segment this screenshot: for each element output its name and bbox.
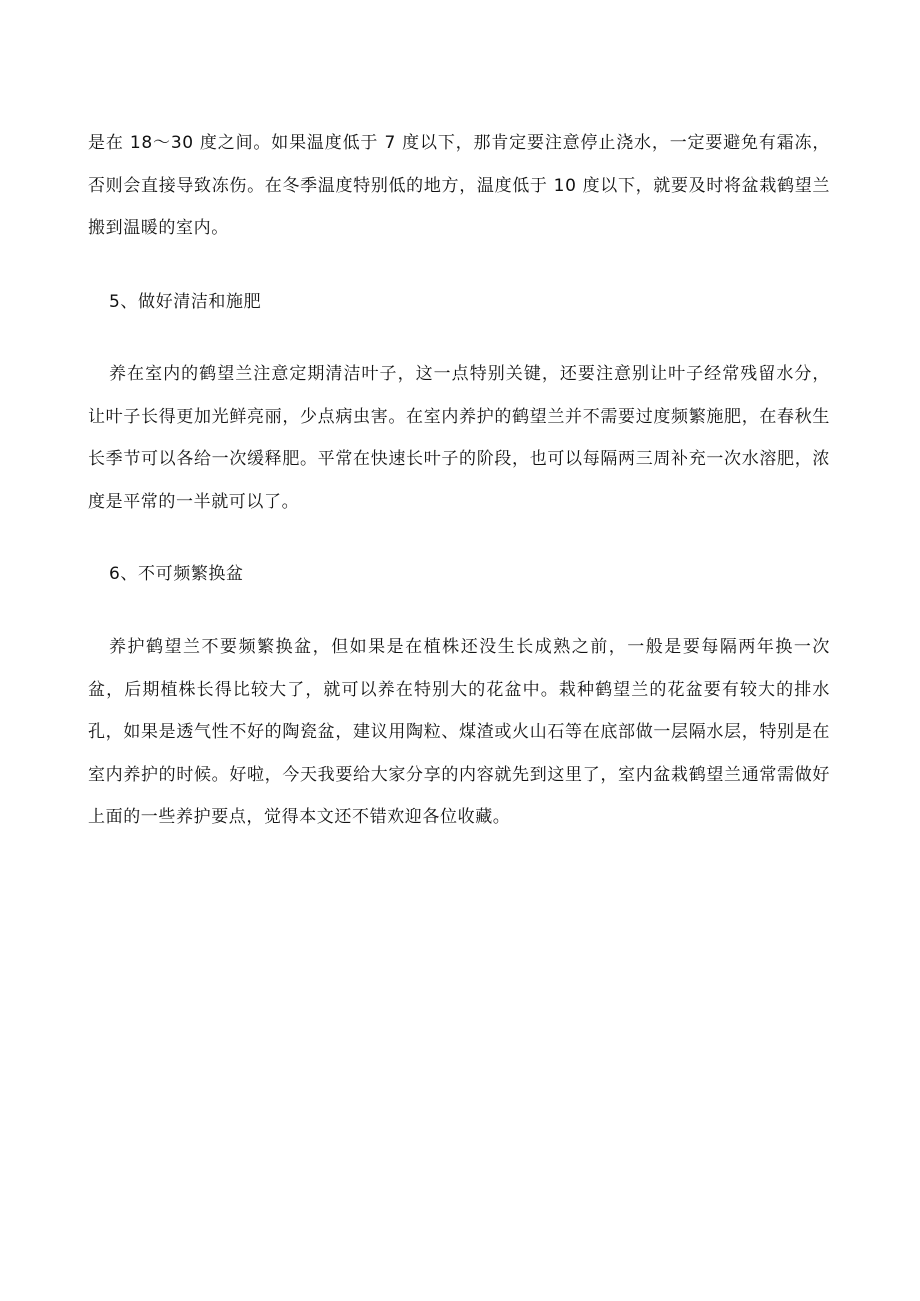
paragraph-cleaning-fertilizing: 养在室内的鹤望兰注意定期清洁叶子，这一点特别关键，还要注意别让叶子经常残留水分，让叶子长得更加光鲜亮丽，少点病虫害。在室内养护的鹤望兰并不需要过度频繁施肥，在春秋生长季节可以各给一次缓释肥。平常在快速长叶子的阶段，也可以每隔两三周补充一次水溶肥，浓度是平常的一半就可以了。 [88,364,830,512]
section-heading-cleaning-fertilizing: 5、做好清洁和施肥 [109,292,262,312]
section-heading-repotting: 6、不可频繁换盆 [109,564,244,584]
paragraph-repotting: 养护鹤望兰不要频繁换盆，但如果是在植株还没生长成熟之前，一般是要每隔两年换一次盆，后期植株长得比较大了，就可以养在特别大的花盆中。栽种鹤望兰的花盆要有较大的排水孔，如果是透气性不好的陶瓷盆，建议用陶粒、煤渣或火山石等在底部做一层隔水层，特别是在室内养护的时候。好啦，今天我要给大家分享的内容就先到这里了，室内盆栽鹤望兰通常需做好上面的一些养护要点，觉得本文还不错欢迎各位收藏。 [88,637,830,827]
paragraph-temperature: 是在 18～30 度之间。如果温度低于 7 度以下，那肯定要注意停止浇水，一定要避免有霜冻，否则会直接导致冻伤。在冬季温度特别低的地方，温度低于 10 度以下，就要及时将盆栽鹤望兰搬到温暖的室内。 [88,133,830,238]
